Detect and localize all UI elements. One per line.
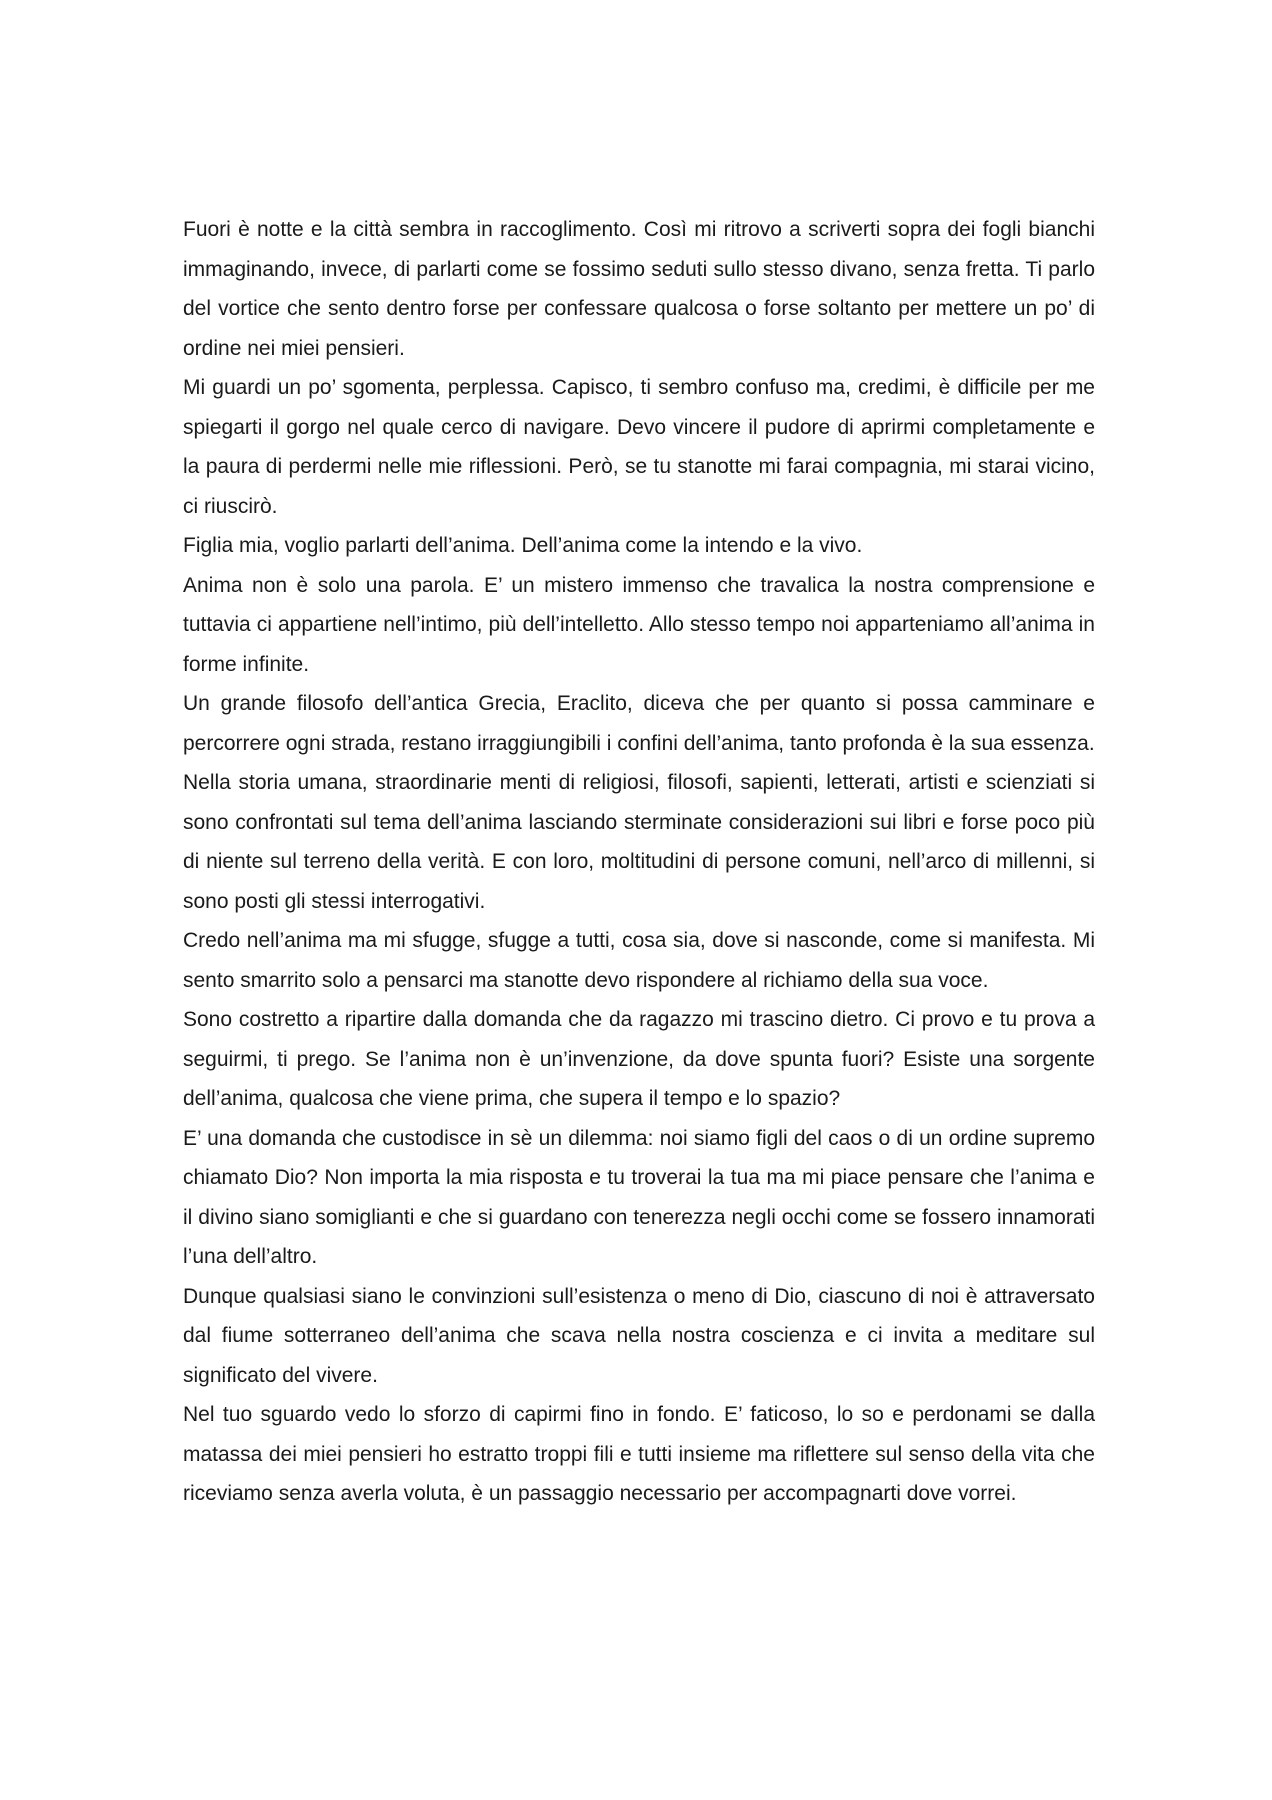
paragraph: Un grande filosofo dell’antica Grecia, Eraclito, diceva che per quanto si possa camminare e percorrere ogni strada, restano irraggiungibili i confini dell’anima, tanto profonda è la sua essenza. [183, 692, 1095, 755]
paragraph: Sono costretto a ripartire dalla domanda che da ragazzo mi trascino dietro. Ci provo e tu prova a seguirmi, ti prego. Se l’anima non è un’invenzione, da dove spunta fuori? Esiste una sorgente dell’anima, qualcosa che viene prima, che supera il tempo e lo spazio? [183, 1008, 1095, 1110]
paragraph: Fuori è notte e la città sembra in raccoglimento. Così mi ritrovo a scriverti sopra dei fogli bianchi immaginando, invece, di parlarti come se fossimo seduti sullo stesso divano, senza fretta. Ti parlo del vortice che sento dentro forse per confessare qualcosa o forse soltanto per mettere un po’ di ordine nei miei pensieri. [183, 218, 1095, 360]
paragraph: Dunque qualsiasi siano le convinzioni sull’esistenza o meno di Dio, ciascuno di noi è attraversato dal fiume sotterraneo dell’anima che scava nella nostra coscienza e ci invita a meditare sul significato del vivere. [183, 1284, 1095, 1387]
letter-body [183, 210, 1095, 1514]
paragraph: Nel tuo sguardo vedo lo sforzo di capirmi fino in fondo. E’ faticoso, lo so e perdonami se dalla matassa dei miei pensieri ho estratto troppi fili e tutti insieme ma riflettere sul senso della vita che riceviamo senza averla voluta, è un passaggio necessario per accompagnarti dove vorrei. [183, 1403, 1095, 1505]
paragraph: Figlia mia, voglio parlarti dell’anima. Dell’anima come la intendo e la vivo. [183, 534, 863, 557]
paragraph: E’ una domanda che custodisce in sè un dilemma: noi siamo figli del caos o di un ordine supremo chiamato Dio? Non importa la mia risposta e tu troverai la tua ma mi piace pensare che l’anima e il divino siano somiglianti e che si guardano con tenerezza negli occhi come se fossero innamorati l’una dell’altro. [183, 1126, 1095, 1268]
paragraph: Mi guardi un po’ sgomenta, perplessa. Capisco, ti sembro confuso ma, credimi, è difficile per me spiegarti il gorgo nel quale cerco di navigare. Devo vincere il pudore di aprirmi completamente e la paura di perdermi nelle mie riflessioni. Però, se tu stanotte mi farai compagnia, mi starai vicino, ci riuscirò. [183, 376, 1095, 518]
paragraph: Nella storia umana, straordinarie menti di religiosi, filosofi, sapienti, letterati, artisti e scienziati si sono confrontati sul tema dell’anima lasciando sterminate considerazioni sui libri e forse poco più di niente sul terreno della verità. E con loro, moltitudini di persone comuni, nell’arco di millenni, si sono posti gli stessi interrogativi. [183, 771, 1095, 913]
paragraph: Anima non è solo una parola. E’ un mistero immenso che travalica la nostra comprensione e tuttavia ci appartiene nell’intimo, più dell’intelletto. Allo stesso tempo noi apparteniamo all’anima in forme infinite. [183, 573, 1095, 676]
paragraph: Credo nell’anima ma mi sfugge, sfugge a tutti, cosa sia, dove si nasconde, come si manifesta. Mi sento smarrito solo a pensarci ma stanotte devo rispondere al richiamo della sua voce. [183, 929, 1095, 992]
